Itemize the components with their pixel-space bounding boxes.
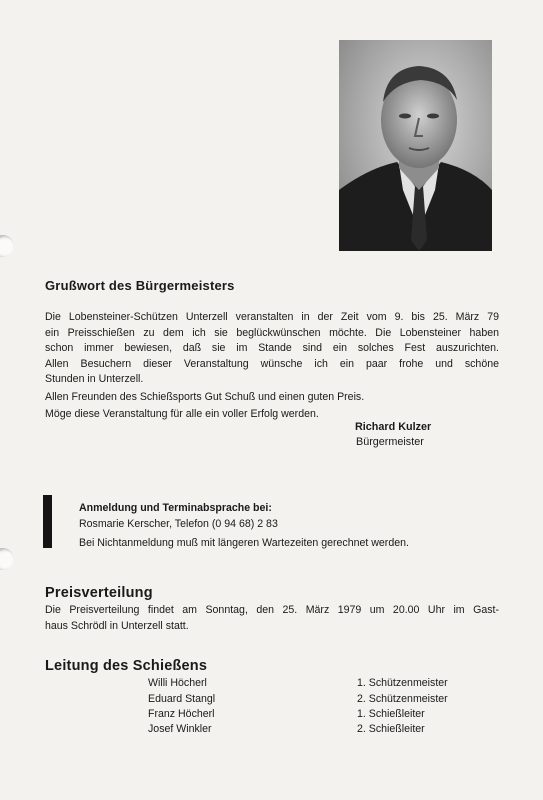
person-role: 2. Schützenmeister xyxy=(357,693,448,705)
signature-title: Bürgermeister xyxy=(356,436,424,448)
signature-name: Richard Kulzer xyxy=(355,421,432,433)
awards-line: Die Preisverteilung findet am Sonntag, den 25. März 1979 um 20.00 Uhr im Gast- xyxy=(45,604,499,616)
person-role: 1. Schützenmeister xyxy=(357,677,448,689)
registration-note: Bei Nichtanmeldung muß mit längeren Wartezeiten gerechnet werden. xyxy=(79,537,409,549)
awards-title: Preisverteilung xyxy=(45,585,153,601)
person-role: 1. Schießleiter xyxy=(357,708,425,720)
greeting-line: Stunden in Unterzell. xyxy=(45,373,144,385)
registration-heading: Anmeldung und Terminabsprache bei: xyxy=(79,502,272,514)
person-role: 2. Schießleiter xyxy=(357,723,425,735)
person-name: Josef Winkler xyxy=(148,723,212,735)
greeting-line: Allen Freunden des Schießsports Gut Schuß und einen guten Preis. xyxy=(45,390,365,403)
greeting-line: Die Lobensteiner-Schützen Unterzell veranstalten in der Zeit vom 9. bis 25. März 79 xyxy=(45,311,499,323)
leadership-title: Leitung des Schießens xyxy=(45,658,208,674)
person-name: Eduard Stangl xyxy=(148,693,216,705)
registration-marker-bar xyxy=(43,495,52,548)
mayor-portrait-photo xyxy=(339,40,492,251)
punch-hole-top xyxy=(0,235,14,257)
greeting-line: schon immer bewiesen, daß sie im Stande sind ein solches Fest auszurichten. xyxy=(45,342,499,354)
greeting-text xyxy=(45,310,499,423)
person-name: Franz Höcherl xyxy=(148,708,215,720)
registration-contact: Rosmarie Kerscher, Telefon (0 94 68) 2 83 xyxy=(79,518,278,530)
punch-hole-bottom xyxy=(0,548,14,570)
greeting-line: Möge diese Veranstaltung für alle ein voller Erfolg werden. xyxy=(45,408,319,420)
greeting-title: Grußwort des Bürgermeisters xyxy=(45,278,235,293)
awards-line: haus Schrödl in Unterzell statt. xyxy=(45,619,189,632)
greeting-line: Allen Besuchern dieser Veranstaltung wünsche ich ein paar frohe und schöne xyxy=(45,357,499,370)
person-name: Willi Höcherl xyxy=(148,677,207,689)
greeting-line: ein Preisschießen zu dem ich sie beglückwünschen möchte. Die Lobensteiner haben xyxy=(45,326,499,339)
awards-text xyxy=(45,603,499,634)
